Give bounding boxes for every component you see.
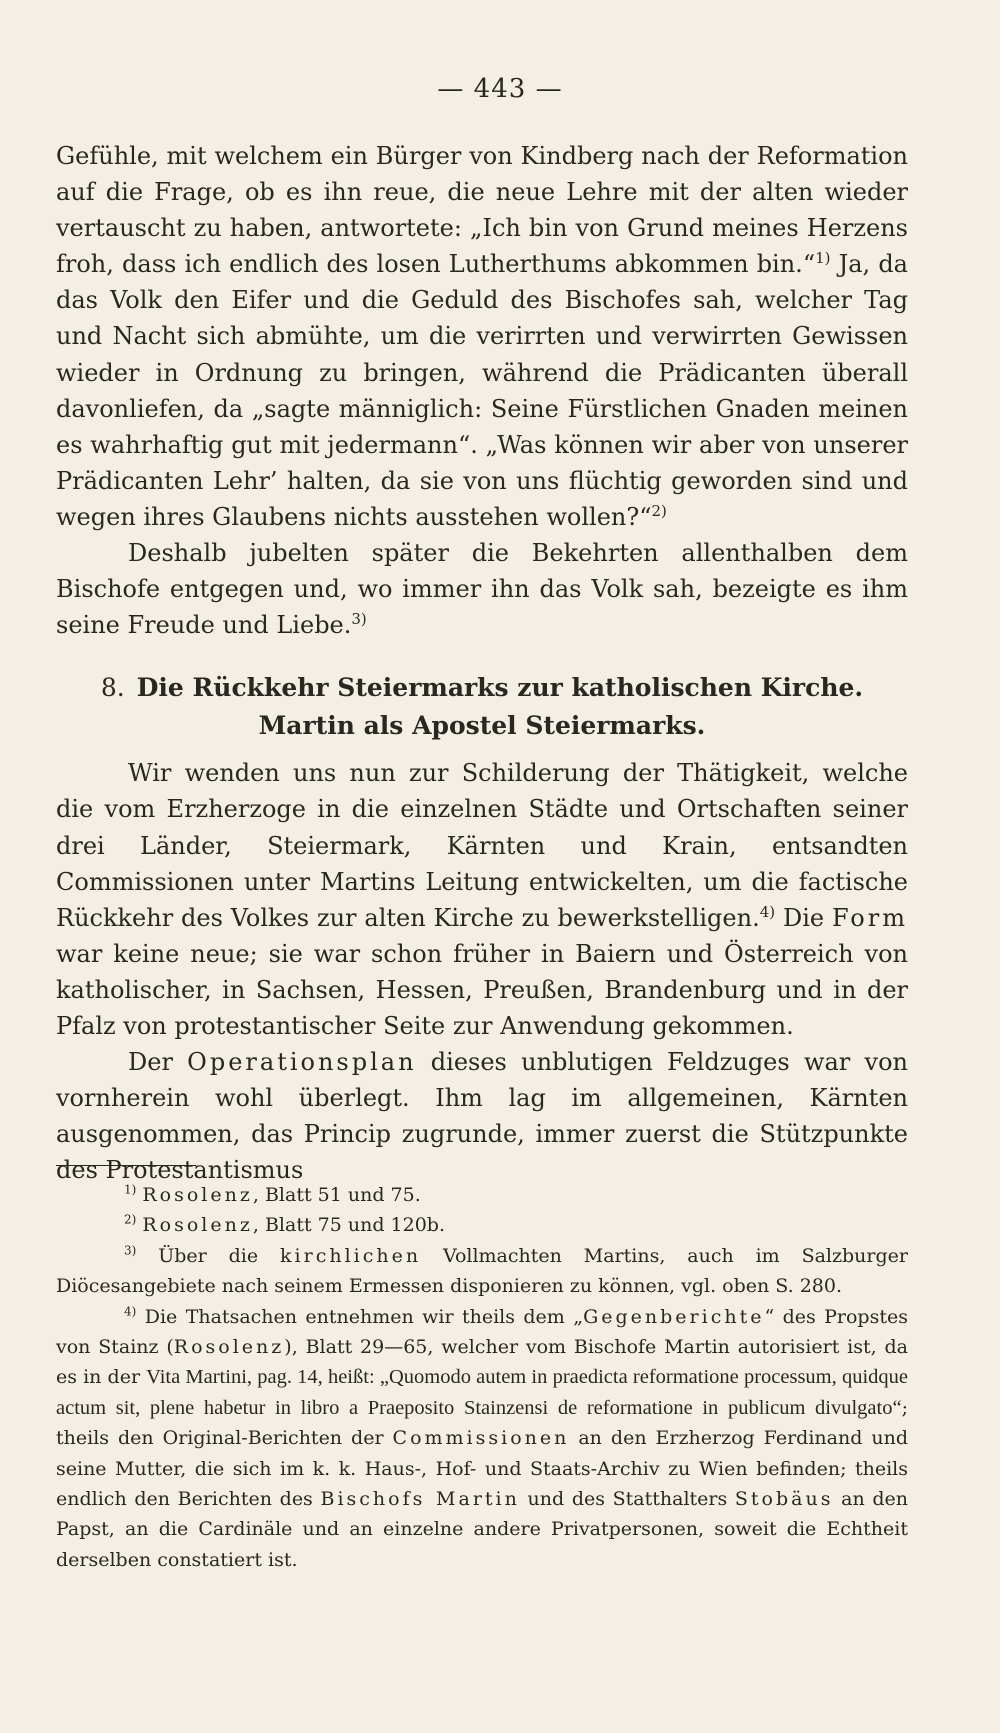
footnote-mark: 2) bbox=[124, 1213, 137, 1228]
paragraph bbox=[56, 755, 908, 1044]
footnote bbox=[56, 1180, 908, 1210]
text-run: Ja, da das Volk den Eifer und die Geduld des Bischofes sah, welcher Tag und Nacht sich abmühte, um die verirrten und verwirrten Gewissen wieder in Ordnung zu bringen, während die Prädicanten überall davonliefen, da „sagte männiglich: Seine Fürstlichen Gnaden meinen es wahrhaftig gut mit jedermann“. „Was können wir aber von unserer Prädicanten Lehr’ halten, da sie von uns flüchtig geworden sind und wegen ihres Glaubens nichts ausstehen wollen?“ bbox=[56, 250, 908, 531]
latin-quote: Vita Martini, pag. 14, heißt: „Quomodo autem in praedicta reformatione processum, quidque actum sit, plene habetur in libro a Praeposito Stainzensi de reformatione in publicum divulgato“ bbox=[56, 1366, 908, 1419]
text-run: und des Statthalters bbox=[519, 1488, 735, 1511]
text-run: Der bbox=[128, 1048, 188, 1077]
spaced-term: Stobäus bbox=[734, 1488, 834, 1511]
paragraph bbox=[56, 535, 908, 643]
text-run: war keine neue; sie war schon früher in Baiern und Österreich von katholischer, in Sachsen, Hessen, Preußen, Brandenburg und in der Pfalz von protestantischer Seite zur Anwendung gekommen. bbox=[56, 939, 908, 1040]
text-run: dieses unblutigen Feldzuges war von vornherein wohl überlegt. Ihm lag im allgemeinen, Kärnten ausgenommen, das Princip zugrunde, immer zuerst die Stützpunkte des Protestantismus bbox=[56, 1048, 908, 1185]
text-run: Wir wenden uns nun zur Schilderung der Thätigkeit, welche die vom Erzherzoge in die einzelnen Städte und Ortschaften seiner drei Länder, Steiermark, Kärnten und Krain, entsandten Commissionen unter Martins Leitung entwickelten, um die factische Rückkehr des Volkes zur alten Kirche zu bewerkstelligen. bbox=[56, 759, 908, 932]
footnote bbox=[56, 1210, 908, 1240]
section-number: 8. bbox=[100, 673, 125, 703]
paragraph bbox=[56, 1044, 908, 1188]
text-run: Die Thatsachen entnehmen wir theils dem „ bbox=[144, 1305, 584, 1328]
text-run: Gefühle, mit welchem ein Bürger von Kindberg nach der Reformation auf die Frage, ob es ihn reue, die neue Lehre mit der alten wieder vertauscht zu haben, antwortete: „Ich bin von Grund meines Herzens froh, dass ich endlich des losen Lutherthums abkommen bin.“ bbox=[56, 142, 908, 279]
footnote-mark: 3) bbox=[124, 1243, 137, 1258]
footnote-ref: 2) bbox=[651, 501, 667, 520]
text-run: Deshalb jubelten später die Bekehrten allenthalben dem Bischofe entgegen und, wo immer ihn das Volk sah, bezeigte es ihm seine Freude und Liebe. bbox=[56, 539, 908, 640]
footnote-ref: 1) bbox=[815, 249, 831, 268]
footnote-mark: 1) bbox=[124, 1182, 137, 1197]
spaced-term: Operationsplan bbox=[187, 1048, 417, 1077]
section-title: Die Rückkehr Steiermarks zur katholischen Kirche. Martin als Apostel Steiermarks. bbox=[136, 673, 864, 741]
page-number: — 443 — bbox=[437, 74, 563, 104]
footnotes bbox=[56, 1180, 908, 1575]
footnote-divider bbox=[56, 1165, 196, 1166]
spaced-term: Rosolenz bbox=[142, 1214, 253, 1237]
text-run: “ des Propstes von Stainz ( bbox=[56, 1305, 908, 1359]
text-run: , Blatt 75 und 120b. bbox=[252, 1214, 446, 1237]
footnote-ref: 3) bbox=[351, 610, 367, 629]
spaced-term: Rosolenz bbox=[142, 1184, 253, 1206]
spaced-term: Rosolenz bbox=[173, 1336, 285, 1359]
text-run: ), Blatt 29—65, welcher vom Bischofe Martin autorisiert ist, da es in der bbox=[56, 1336, 908, 1389]
section-heading bbox=[56, 669, 908, 745]
text-run: Die bbox=[775, 903, 832, 932]
spaced-term: Commissionen bbox=[392, 1427, 570, 1450]
text-run: an den Papst, an die Cardinäle und an einzelne andere Privatpersonen, soweit die Echtheit derselben constatiert ist. bbox=[56, 1488, 909, 1571]
spaced-term: kirchlichen bbox=[280, 1244, 422, 1267]
text-run: ; theils den Original-Berichten der bbox=[56, 1396, 908, 1450]
text-run: an den Erzherzog Ferdinand und seine Mutter, die sich im k. k. Haus-, Hof- und Staats-Archiv zu Wien befinden; theils endlich den Berichten des bbox=[56, 1427, 908, 1511]
paragraph bbox=[56, 138, 908, 535]
text-run: Vollmachten Martins, auch im Salzburger Diöcesangebiete nach seinem Ermessen disponieren zu können, vgl. oben S. 280. bbox=[56, 1244, 908, 1298]
text-run: Über die bbox=[158, 1244, 281, 1267]
footnote-mark: 4) bbox=[124, 1304, 137, 1319]
text-run: , Blatt 51 und 75. bbox=[252, 1184, 421, 1206]
spaced-term: Form bbox=[831, 903, 908, 932]
spaced-term: Gegenberichte bbox=[583, 1305, 765, 1328]
footnote-ref: 4) bbox=[759, 902, 776, 921]
spaced-term: Bischofs Martin bbox=[320, 1488, 520, 1511]
footnote bbox=[56, 1241, 908, 1302]
main-text bbox=[56, 138, 908, 1188]
footnote bbox=[56, 1302, 908, 1576]
